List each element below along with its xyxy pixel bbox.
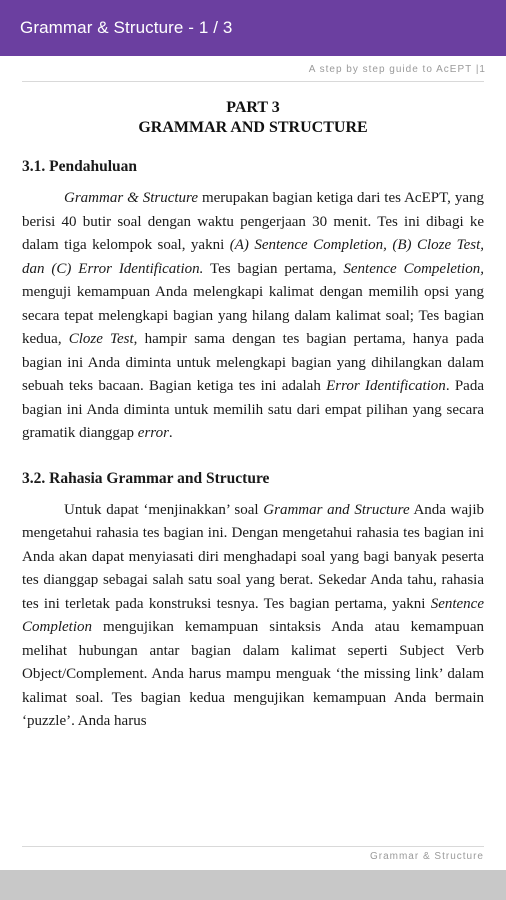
footer-divider (22, 846, 484, 847)
text-run: . (168, 425, 173, 441)
italic-text-run: Error Identification (326, 378, 446, 394)
text-run: mengujikan kemampuan sintaksis Anda atau kemampuan melihat hubungan antar bagian dalam kalimat seperti Subject Verb Object/Complement. Anda harus mampu menguak ‘the missing link’ dalam kalimat soal. Tes bagian kedua mengujikan kemampuan Anda bermain ‘puzzle’. Anda harus (22, 619, 484, 729)
section-2 (22, 468, 484, 734)
document-page[interactable] (0, 56, 506, 870)
text-run: . Pada bagian ini Anda diminta untuk memilih satu dari empat pilihan yang secara gramatik dianggap (22, 378, 484, 441)
page-content (22, 156, 484, 734)
italic-text-run: Cloze Test (68, 331, 134, 347)
app-title: Grammar & Structure - 1 / 3 (20, 18, 233, 37)
italic-text-run: Grammar & Structure (64, 190, 198, 206)
italic-text-run: Sentence Compeletion, (343, 260, 484, 277)
italic-text-run: Grammar and Structure (263, 501, 410, 518)
header-divider (22, 81, 484, 82)
section-gap (22, 446, 484, 468)
text-run: Tes bagian pertama, (203, 260, 344, 277)
part-title (0, 98, 506, 138)
italic-text-run: (A) Sentence Completion, (B) Cloze Test, dan (C) Error Identification. (22, 237, 484, 277)
italic-text-run: error (137, 425, 169, 441)
text-run: menguji kemampuan Anda melengkapi kalimat dengan memilih opsi yang secara tepat melengkapi bagian yang hilang dalam kalimat soal; Tes bagian kedua, (22, 284, 484, 347)
part-name: GRAMMAR AND STRUCTURE (138, 119, 368, 136)
app-bar (0, 0, 506, 56)
part-number: PART 3 (226, 99, 280, 116)
section-heading: 3.2. Rahasia Grammar and Structure (22, 469, 270, 487)
text-run: Anda wajib mengetahui rahasia tes bagian ini. Dengan mengetahui rahasia tes bagian ini Anda akan dapat menyiasati diri menghadapi soal yang bagi banyak peserta tes dianggap sebagai salah satu soal yang berat. Sekedar Anda tahu, rahasia tes ini terletak pada konstruksi tesnya. Tes bagian pertama, yakni (22, 501, 484, 612)
section-paragraph (22, 187, 484, 446)
bottom-bar (0, 870, 506, 900)
page-header: A step by step guide to AcEPT |1 (308, 64, 486, 75)
text-run: merupakan bagian ketiga dari tes AcEPT, yang berisi 40 butir soal dengan waktu pengerjaan 30 menit. Tes ini dibagi ke dalam tiga kelompok soal, yakni (22, 190, 484, 253)
section-1 (22, 156, 484, 446)
text-run: , hampir sama dengan tes bagian pertama, hanya pada bagian ini Anda diminta untuk melengkapi bagian yang dihilangkan dalam sebuah teks bacaan. Bagian ketiga tes ini adalah (22, 331, 485, 394)
text-run: Untuk dapat ‘menjinakkan’ soal (64, 501, 264, 518)
italic-text-run: Sentence Completion (22, 595, 484, 635)
section-paragraph (22, 499, 484, 734)
page-footer: Grammar & Structure (369, 851, 484, 862)
section-heading: 3.1. Pendahuluan (22, 158, 138, 175)
